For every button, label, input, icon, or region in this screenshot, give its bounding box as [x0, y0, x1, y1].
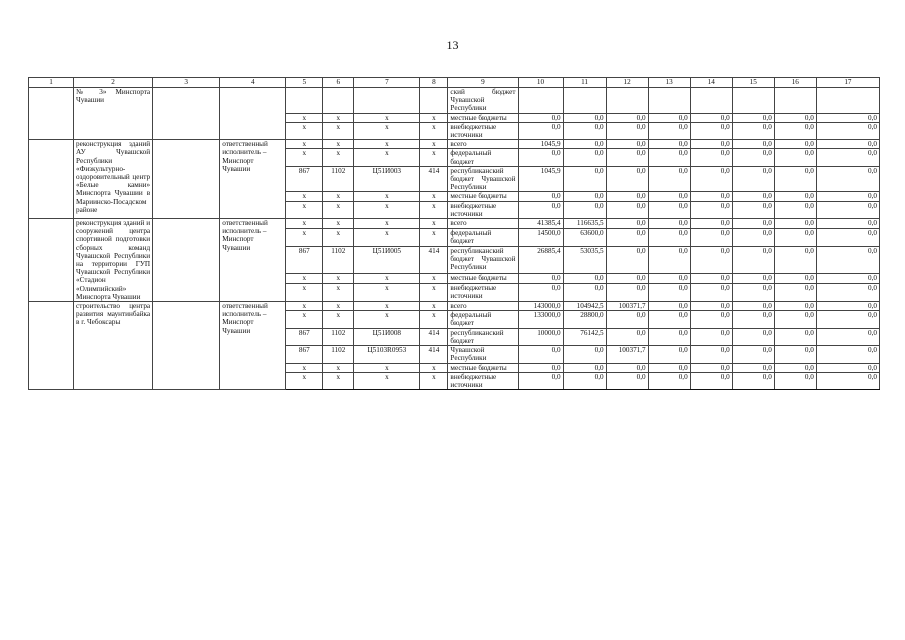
value-cell: 28800,0: [563, 311, 606, 328]
value-cell: 0,0: [774, 122, 816, 139]
table-body: [29, 88, 880, 390]
value-cell: 0,0: [606, 166, 648, 192]
grbs-cell: x: [286, 363, 323, 372]
executor-cell: ответственный исполнитель – Минспорт Чувашии: [220, 219, 286, 302]
section-cell: x: [323, 113, 354, 122]
value-cell: 0,0: [563, 166, 606, 192]
value-cell: 0,0: [732, 247, 774, 274]
funding-source-cell: федеральный бюджет: [448, 149, 518, 166]
budget-table: [28, 77, 880, 390]
value-cell: 0,0: [774, 283, 816, 301]
value-cell: 0,0: [518, 122, 563, 139]
grbs-cell: x: [286, 274, 323, 284]
value-cell: 0,0: [690, 274, 732, 284]
value-cell: 76142,5: [563, 328, 606, 345]
section-cell: [323, 88, 354, 114]
value-cell: 0,0: [690, 166, 732, 192]
table-row: [29, 88, 880, 114]
section-cell: 1102: [323, 328, 354, 345]
value-cell: 0,0: [690, 247, 732, 274]
value-cell: 0,0: [518, 283, 563, 301]
value-cell: 0,0: [648, 247, 690, 274]
funding-source-cell: местные бюджеты: [448, 274, 518, 284]
value-cell: 0,0: [774, 247, 816, 274]
value-cell: [816, 88, 879, 114]
value-cell: 0,0: [563, 201, 606, 218]
section-cell: 1102: [323, 346, 354, 363]
column-header: 1: [29, 78, 74, 88]
expense-type-cell: x: [420, 140, 448, 149]
value-cell: 0,0: [563, 140, 606, 149]
value-cell: 0,0: [563, 283, 606, 301]
value-cell: 0,0: [648, 201, 690, 218]
expense-type-cell: x: [420, 311, 448, 328]
task-cell: [153, 88, 220, 140]
value-cell: [690, 88, 732, 114]
value-cell: 26885,4: [518, 247, 563, 274]
value-cell: 0,0: [563, 113, 606, 122]
value-cell: 0,0: [690, 228, 732, 246]
value-cell: 116635,5: [563, 219, 606, 229]
column-header: 15: [732, 78, 774, 88]
funding-source-cell: Чувашской Республики: [448, 346, 518, 363]
grbs-cell: 867: [286, 247, 323, 274]
value-cell: 1045,9: [518, 140, 563, 149]
grbs-cell: 867: [286, 346, 323, 363]
expense-type-cell: x: [420, 283, 448, 301]
section-cell: x: [323, 228, 354, 246]
expense-type-cell: x: [420, 219, 448, 229]
funding-source-cell: внебюджетные источники: [448, 201, 518, 218]
grbs-cell: x: [286, 302, 323, 311]
column-header: 8: [420, 78, 448, 88]
value-cell: 0,0: [690, 372, 732, 389]
grbs-cell: x: [286, 219, 323, 229]
value-cell: 0,0: [606, 149, 648, 166]
row-number-cell: [29, 88, 74, 140]
task-cell: [153, 219, 220, 302]
value-cell: 100371,7: [606, 346, 648, 363]
value-cell: 0,0: [774, 166, 816, 192]
column-header: 6: [323, 78, 354, 88]
section-cell: x: [323, 201, 354, 218]
section-cell: x: [323, 311, 354, 328]
value-cell: 0,0: [816, 363, 879, 372]
value-cell: 0,0: [690, 283, 732, 301]
value-cell: 0,0: [816, 140, 879, 149]
column-header: 4: [220, 78, 286, 88]
value-cell: 0,0: [606, 311, 648, 328]
section-cell: x: [323, 363, 354, 372]
value-cell: [606, 88, 648, 114]
grbs-cell: 867: [286, 328, 323, 345]
value-cell: 0,0: [518, 274, 563, 284]
target-article-cell: Ц51И003: [354, 166, 420, 192]
grbs-cell: x: [286, 192, 323, 201]
value-cell: 0,0: [648, 122, 690, 139]
executor-cell: ответственный исполнитель – Минспорт Чувашии: [220, 302, 286, 390]
column-header: 2: [74, 78, 153, 88]
value-cell: 0,0: [690, 311, 732, 328]
value-cell: 0,0: [774, 302, 816, 311]
value-cell: 53035,5: [563, 247, 606, 274]
column-header: 9: [448, 78, 518, 88]
grbs-cell: x: [286, 140, 323, 149]
value-cell: 0,0: [648, 363, 690, 372]
target-article-cell: x: [354, 192, 420, 201]
expense-type-cell: x: [420, 149, 448, 166]
value-cell: 0,0: [606, 228, 648, 246]
target-article-cell: Ц51И008: [354, 328, 420, 345]
value-cell: 0,0: [732, 122, 774, 139]
grbs-cell: x: [286, 113, 323, 122]
column-header: 7: [354, 78, 420, 88]
section-cell: x: [323, 372, 354, 389]
target-article-cell: Ц5103R0953: [354, 346, 420, 363]
value-cell: 0,0: [732, 149, 774, 166]
value-cell: 0,0: [690, 122, 732, 139]
value-cell: 0,0: [648, 311, 690, 328]
object-name-cell: реконструкция зданий АУ Чувашской Республики «Физкультурно-оздоровительный центр «Белые камни» Минспорта Чувашии в Мариинско-Посадском районе: [74, 140, 153, 219]
value-cell: 0,0: [518, 149, 563, 166]
grbs-cell: x: [286, 372, 323, 389]
value-cell: 0,0: [816, 346, 879, 363]
column-header: 16: [774, 78, 816, 88]
table-row: [29, 302, 880, 311]
section-cell: x: [323, 140, 354, 149]
target-article-cell: x: [354, 140, 420, 149]
value-cell: 0,0: [732, 328, 774, 345]
expense-type-cell: 414: [420, 346, 448, 363]
value-cell: 0,0: [732, 346, 774, 363]
value-cell: 0,0: [606, 328, 648, 345]
value-cell: 0,0: [606, 363, 648, 372]
value-cell: [774, 88, 816, 114]
value-cell: [563, 88, 606, 114]
value-cell: 1045,9: [518, 166, 563, 192]
grbs-cell: x: [286, 122, 323, 139]
column-header: 12: [606, 78, 648, 88]
grbs-cell: x: [286, 228, 323, 246]
value-cell: 0,0: [774, 228, 816, 246]
value-cell: 0,0: [816, 302, 879, 311]
value-cell: 0,0: [690, 328, 732, 345]
value-cell: 0,0: [774, 149, 816, 166]
funding-source-cell: республиканский бюджет: [448, 328, 518, 345]
value-cell: 0,0: [774, 201, 816, 218]
target-article-cell: x: [354, 113, 420, 122]
value-cell: 0,0: [648, 149, 690, 166]
expense-type-cell: x: [420, 274, 448, 284]
value-cell: 0,0: [563, 149, 606, 166]
value-cell: 0,0: [563, 372, 606, 389]
value-cell: 0,0: [690, 219, 732, 229]
value-cell: 0,0: [648, 346, 690, 363]
grbs-cell: x: [286, 283, 323, 301]
value-cell: 0,0: [774, 140, 816, 149]
value-cell: 0,0: [648, 328, 690, 345]
table-row: [29, 140, 880, 149]
value-cell: 0,0: [518, 201, 563, 218]
funding-source-cell: федеральный бюджет: [448, 311, 518, 328]
value-cell: 10000,0: [518, 328, 563, 345]
value-cell: 0,0: [816, 122, 879, 139]
value-cell: 0,0: [732, 311, 774, 328]
funding-source-cell: внебюджетные источники: [448, 283, 518, 301]
value-cell: 0,0: [774, 328, 816, 345]
object-name-cell: строительство центра развития маунтинбайка в г. Чебоксары: [74, 302, 153, 390]
value-cell: 0,0: [816, 228, 879, 246]
value-cell: 0,0: [606, 140, 648, 149]
column-header: 14: [690, 78, 732, 88]
value-cell: 0,0: [606, 192, 648, 201]
value-cell: 0,0: [732, 166, 774, 192]
value-cell: 0,0: [606, 274, 648, 284]
executor-cell: ответственный исполнитель – Минспорт Чувашии: [220, 140, 286, 219]
column-header: 11: [563, 78, 606, 88]
target-article-cell: x: [354, 228, 420, 246]
target-article-cell: x: [354, 311, 420, 328]
value-cell: 143000,0: [518, 302, 563, 311]
grbs-cell: [286, 88, 323, 114]
expense-type-cell: x: [420, 302, 448, 311]
row-number-cell: [29, 302, 74, 390]
target-article-cell: x: [354, 363, 420, 372]
column-header: 17: [816, 78, 879, 88]
value-cell: 0,0: [816, 328, 879, 345]
value-cell: 41385,4: [518, 219, 563, 229]
object-name-cell: № 3» Минспорта Чувашии: [74, 88, 153, 140]
grbs-cell: x: [286, 149, 323, 166]
value-cell: 0,0: [816, 192, 879, 201]
funding-source-cell: республиканский бюджет Чувашской Республики: [448, 166, 518, 192]
executor-cell: [220, 88, 286, 140]
value-cell: 0,0: [816, 113, 879, 122]
section-cell: 1102: [323, 247, 354, 274]
target-article-cell: x: [354, 122, 420, 139]
target-article-cell: x: [354, 219, 420, 229]
expense-type-cell: x: [420, 122, 448, 139]
value-cell: 0,0: [690, 140, 732, 149]
value-cell: 0,0: [690, 113, 732, 122]
value-cell: 0,0: [606, 372, 648, 389]
value-cell: 0,0: [518, 113, 563, 122]
value-cell: 0,0: [732, 113, 774, 122]
funding-source-cell: всего: [448, 219, 518, 229]
expense-type-cell: x: [420, 113, 448, 122]
section-cell: x: [323, 122, 354, 139]
column-header: 5: [286, 78, 323, 88]
value-cell: 0,0: [563, 274, 606, 284]
value-cell: 0,0: [732, 274, 774, 284]
value-cell: 0,0: [648, 192, 690, 201]
expense-type-cell: x: [420, 192, 448, 201]
expense-type-cell: x: [420, 201, 448, 218]
value-cell: 0,0: [648, 113, 690, 122]
value-cell: 0,0: [774, 192, 816, 201]
value-cell: 0,0: [774, 219, 816, 229]
value-cell: 0,0: [690, 201, 732, 218]
value-cell: 0,0: [690, 302, 732, 311]
page-number: 13: [446, 38, 459, 52]
value-cell: 104942,5: [563, 302, 606, 311]
target-article-cell: x: [354, 302, 420, 311]
section-cell: x: [323, 302, 354, 311]
column-header: 3: [153, 78, 220, 88]
task-cell: [153, 302, 220, 390]
value-cell: 0,0: [816, 283, 879, 301]
target-article-cell: x: [354, 283, 420, 301]
value-cell: 0,0: [774, 311, 816, 328]
value-cell: 0,0: [518, 363, 563, 372]
expense-type-cell: x: [420, 228, 448, 246]
value-cell: 0,0: [648, 140, 690, 149]
value-cell: 0,0: [774, 346, 816, 363]
value-cell: 0,0: [816, 372, 879, 389]
funding-source-cell: местные бюджеты: [448, 192, 518, 201]
value-cell: [518, 88, 563, 114]
value-cell: 0,0: [732, 219, 774, 229]
target-article-cell: x: [354, 274, 420, 284]
funding-source-cell: внебюджетные источники: [448, 122, 518, 139]
target-article-cell: x: [354, 201, 420, 218]
value-cell: 0,0: [732, 372, 774, 389]
row-number-cell: [29, 140, 74, 219]
value-cell: 0,0: [648, 372, 690, 389]
value-cell: 0,0: [648, 166, 690, 192]
value-cell: 0,0: [563, 363, 606, 372]
value-cell: 0,0: [518, 372, 563, 389]
expense-type-cell: [420, 88, 448, 114]
value-cell: 14500,0: [518, 228, 563, 246]
value-cell: 0,0: [816, 201, 879, 218]
value-cell: 0,0: [648, 302, 690, 311]
grbs-cell: x: [286, 311, 323, 328]
funding-source-cell: федеральный бюджет: [448, 228, 518, 246]
value-cell: 0,0: [563, 122, 606, 139]
table-row: [29, 219, 880, 229]
section-cell: x: [323, 149, 354, 166]
value-cell: 0,0: [518, 192, 563, 201]
header-row: [29, 78, 880, 88]
expense-type-cell: 414: [420, 247, 448, 274]
value-cell: 0,0: [606, 122, 648, 139]
section-cell: x: [323, 283, 354, 301]
value-cell: 0,0: [648, 228, 690, 246]
value-cell: 0,0: [774, 113, 816, 122]
value-cell: 0,0: [690, 149, 732, 166]
value-cell: 0,0: [648, 274, 690, 284]
target-article-cell: Ц51И005: [354, 247, 420, 274]
value-cell: 0,0: [606, 219, 648, 229]
value-cell: 0,0: [732, 363, 774, 372]
expense-type-cell: x: [420, 372, 448, 389]
funding-source-cell: республиканский бюджет Чувашской Республики: [448, 247, 518, 274]
value-cell: 63600,0: [563, 228, 606, 246]
value-cell: 0,0: [816, 274, 879, 284]
value-cell: 0,0: [774, 372, 816, 389]
value-cell: 0,0: [732, 192, 774, 201]
row-number-cell: [29, 219, 74, 302]
value-cell: 0,0: [563, 346, 606, 363]
value-cell: 0,0: [774, 274, 816, 284]
value-cell: 0,0: [690, 346, 732, 363]
value-cell: 0,0: [606, 113, 648, 122]
column-header: 13: [648, 78, 690, 88]
object-name-cell: реконструкция зданий и сооружений центра спортивной подготовки сборных команд Чувашской Республики на территории ГУП Чувашской Республики «Стадион «Олимпийский» Минспорта Чувашии: [74, 219, 153, 302]
grbs-cell: 867: [286, 166, 323, 192]
value-cell: 0,0: [648, 283, 690, 301]
funding-source-cell: ский бюджет Чувашской Республики: [448, 88, 518, 114]
value-cell: 0,0: [732, 302, 774, 311]
value-cell: 0,0: [816, 311, 879, 328]
value-cell: 0,0: [518, 346, 563, 363]
section-cell: x: [323, 219, 354, 229]
funding-source-cell: внебюджетные источники: [448, 372, 518, 389]
target-article-cell: x: [354, 149, 420, 166]
value-cell: 0,0: [816, 149, 879, 166]
funding-source-cell: местные бюджеты: [448, 363, 518, 372]
value-cell: 0,0: [816, 247, 879, 274]
target-article-cell: [354, 88, 420, 114]
expense-type-cell: x: [420, 363, 448, 372]
value-cell: 0,0: [732, 140, 774, 149]
grbs-cell: x: [286, 201, 323, 218]
section-cell: x: [323, 192, 354, 201]
value-cell: 0,0: [732, 201, 774, 218]
value-cell: 0,0: [606, 247, 648, 274]
value-cell: 0,0: [690, 363, 732, 372]
value-cell: [732, 88, 774, 114]
funding-source-cell: всего: [448, 302, 518, 311]
value-cell: 133000,0: [518, 311, 563, 328]
expense-type-cell: 414: [420, 166, 448, 192]
value-cell: 100371,7: [606, 302, 648, 311]
value-cell: 0,0: [648, 219, 690, 229]
value-cell: 0,0: [774, 363, 816, 372]
section-cell: x: [323, 274, 354, 284]
value-cell: 0,0: [816, 166, 879, 192]
funding-source-cell: всего: [448, 140, 518, 149]
target-article-cell: x: [354, 372, 420, 389]
value-cell: 0,0: [816, 219, 879, 229]
value-cell: 0,0: [732, 283, 774, 301]
task-cell: [153, 140, 220, 219]
funding-source-cell: местные бюджеты: [448, 113, 518, 122]
value-cell: 0,0: [563, 192, 606, 201]
value-cell: 0,0: [732, 228, 774, 246]
value-cell: 0,0: [690, 192, 732, 201]
value-cell: 0,0: [606, 283, 648, 301]
column-header: 10: [518, 78, 563, 88]
value-cell: [648, 88, 690, 114]
expense-type-cell: 414: [420, 328, 448, 345]
value-cell: 0,0: [606, 201, 648, 218]
section-cell: 1102: [323, 166, 354, 192]
